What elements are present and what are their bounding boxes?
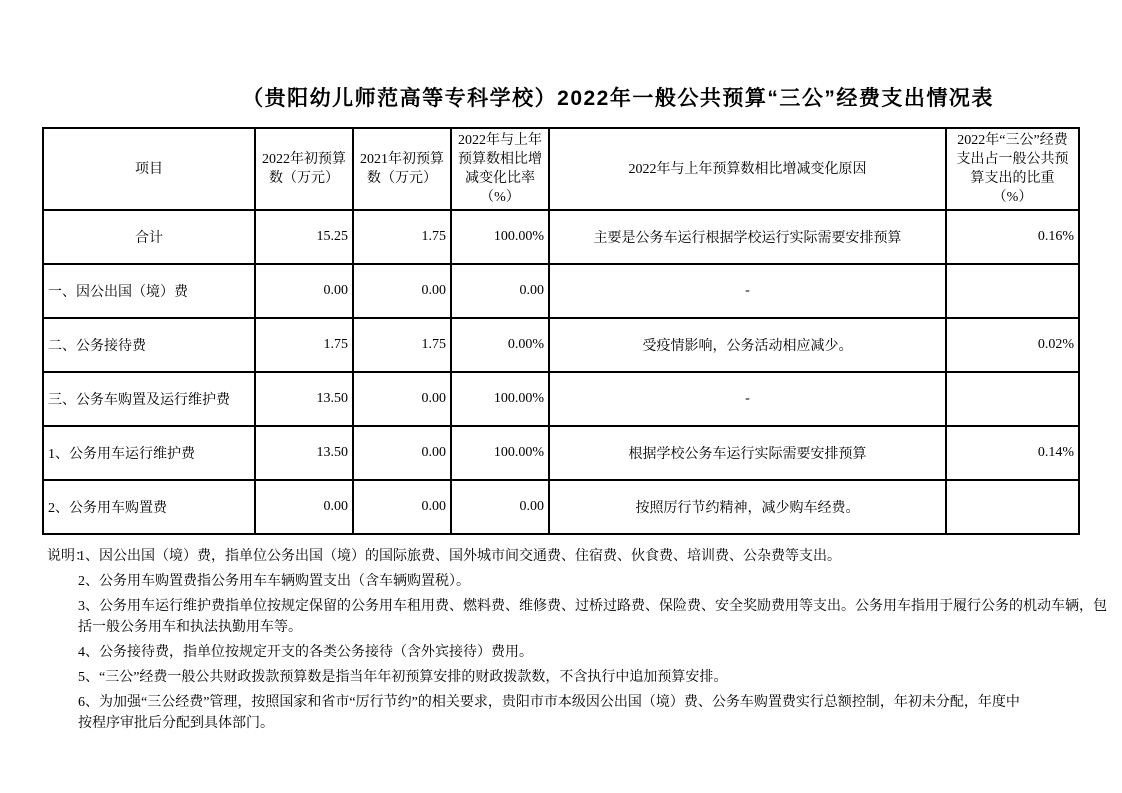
cell-item: 1、公务用车运行维护费 [43, 426, 255, 480]
cell-change-reason: 受疫情影响，公务活动相应减少。 [549, 318, 946, 372]
cell-change-rate: 100.00% [451, 210, 549, 264]
cell-budget-2021: 0.00 [353, 264, 451, 318]
col-header-budget-2022: 2022年初预算 数（万元） [255, 128, 353, 210]
cell-change-reason: - [549, 372, 946, 426]
cell-share: 0.14% [946, 426, 1079, 480]
cell-share: 0.02% [946, 318, 1079, 372]
table-row-reception-fee [43, 318, 1079, 372]
cell-change-rate: 0.00 [451, 480, 549, 534]
cell-change-rate: 0.00% [451, 318, 549, 372]
cell-share [946, 480, 1079, 534]
cell-change-reason: - [549, 264, 946, 318]
cell-budget-2022: 0.00 [255, 264, 353, 318]
col-header-item: 项目 [43, 128, 255, 210]
table-header-row [43, 128, 1079, 210]
note-4: 4、公务接待费，指单位按规定开支的各类公务接待（含外宾接待）费用。 [78, 645, 533, 660]
budget-table [42, 127, 1080, 535]
cell-item: 二、公务接待费 [43, 318, 255, 372]
cell-share: 0.16% [946, 210, 1079, 264]
cell-item: 合计 [43, 210, 255, 264]
cell-change-rate: 0.00 [451, 264, 549, 318]
col-header-budget-2021: 2021年初预算 数（万元） [353, 128, 451, 210]
notes-section [47, 546, 1122, 738]
cell-budget-2022: 1.75 [255, 318, 353, 372]
table-row-vehicle-maintenance [43, 426, 1079, 480]
cell-change-reason: 按照厉行节约精神，减少购车经费。 [549, 480, 946, 534]
cell-budget-2022: 13.50 [255, 372, 353, 426]
cell-budget-2021: 0.00 [353, 372, 451, 426]
cell-change-rate: 100.00% [451, 372, 549, 426]
cell-budget-2022: 13.50 [255, 426, 353, 480]
cell-budget-2022: 0.00 [255, 480, 353, 534]
table-row-total [43, 210, 1079, 264]
notes-label: 说明： [47, 549, 89, 564]
cell-budget-2021: 1.75 [353, 210, 451, 264]
table-row-abroad-fee [43, 264, 1079, 318]
cell-item: 一、因公出国（境）费 [43, 264, 255, 318]
note-1: 1、因公出国（境）费，指单位公务出国（境）的国际旅费、国外城市间交通费、住宿费、伙食费、培训费、公杂费等支出。 [78, 549, 841, 564]
cell-share [946, 372, 1079, 426]
cell-change-reason: 根据学校公务车运行实际需要安排预算 [549, 426, 946, 480]
cell-change-reason: 主要是公务车运行根据学校运行实际需要安排预算 [549, 210, 946, 264]
cell-share [946, 264, 1079, 318]
page-title: （贵阳幼儿师范高等专科学校）2022年一般公共预算“三公”经费支出情况表 [242, 87, 994, 110]
cell-item: 三、公务车购置及运行维护费 [43, 372, 255, 426]
cell-item: 2、公务用车购置费 [43, 480, 255, 534]
table-row-vehicle-purchase [43, 480, 1079, 534]
cell-change-rate: 100.00% [451, 426, 549, 480]
note-2: 2、公务用车购置费指公务用车车辆购置支出（含车辆购置税）。 [78, 574, 470, 589]
notes-body [78, 546, 1122, 734]
note-6: 6、为加强“三公经费”管理，按照国家和省市“厉行节约”的相关要求，贵阳市市本级因公出国（境）费、公务车购置费实行总额控制，年初未分配，年度中 按程序审批后分配到具体部门。 [78, 695, 1020, 731]
col-header-change-rate: 2022年与上年 预算数相比增 减变化比率 （%） [451, 128, 549, 210]
cell-budget-2021: 0.00 [353, 426, 451, 480]
col-header-share: 2022年“三公”经费 支出占一般公共预 算支出的比重 （%） [946, 128, 1079, 210]
note-3: 3、公务用车运行维护费指单位按规定保留的公务用车租用费、燃料费、维修费、过桥过路费、保险费、安全奖励费用等支出。公务用车指用于履行公务的机动车辆，包 括一般公务用车和执法执勤用车等。 [78, 599, 1107, 635]
table-row-vehicle-total [43, 372, 1079, 426]
col-header-change-reason: 2022年与上年预算数相比增减变化原因 [549, 128, 946, 210]
cell-budget-2021: 0.00 [353, 480, 451, 534]
note-5: 5、“三公”经费一般公共财政拨款预算数是指当年年初预算安排的财政拨款数，不含执行中追加预算安排。 [78, 670, 728, 685]
cell-budget-2021: 1.75 [353, 318, 451, 372]
cell-budget-2022: 15.25 [255, 210, 353, 264]
